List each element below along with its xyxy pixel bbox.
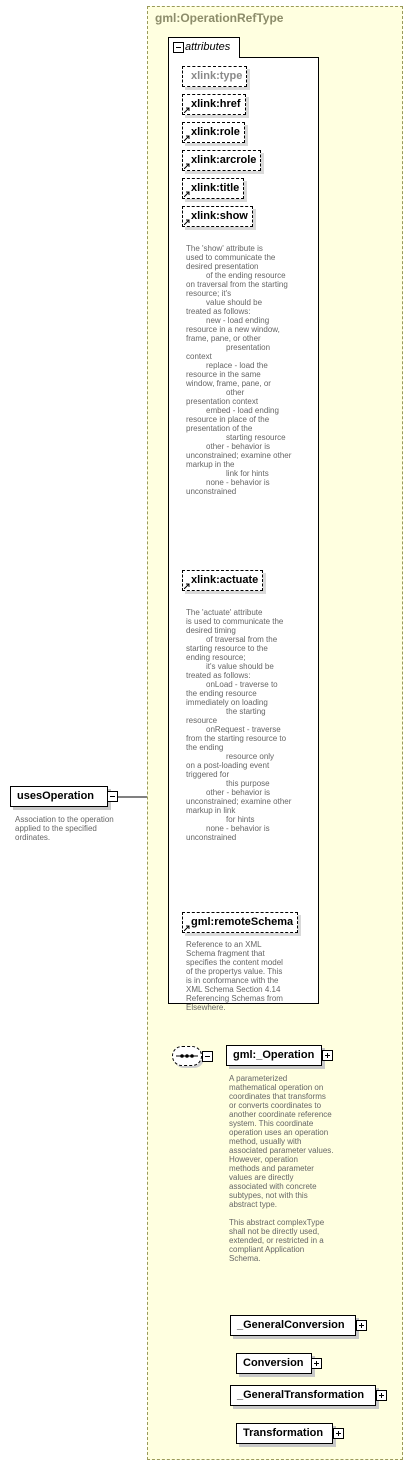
attribute-name: xlink:href (191, 98, 241, 110)
attribute-xlink-actuate[interactable] (182, 570, 263, 591)
attribute-name: gml:remoteSchema (191, 916, 294, 928)
attribute-remote-schema-documentation: Reference to an XML Schema fragment that specifies the content model of the propertys value. This is in conformance with the XML Schema Section 4.14 Referencing Schemas from Elsewhere. (186, 940, 283, 1012)
reference-arrow-icon (184, 925, 190, 931)
expand-icon[interactable] (376, 1390, 387, 1401)
operation-documentation: A parameterized mathematical operation on coordinates that transforms or converts coordinates to another coordinate reference system. This coordinate operation uses an operation method, usually with associated parameter values. However, operation methods and parameter values are directly associated with concrete subtypes, not with this abstract type. This abstract complexType shall not be directly used, extended, or restricted in a compliant Application Schema. (229, 1074, 334, 1263)
element-gml-operation[interactable] (226, 1045, 322, 1066)
reference-arrow-icon (184, 583, 190, 589)
element-name: Transformation (243, 1427, 324, 1439)
element-name: usesOperation (17, 790, 95, 802)
expand-icon[interactable] (333, 1428, 344, 1439)
expand-icon[interactable] (322, 1050, 333, 1061)
element-name: _GeneralTransformation (237, 1389, 365, 1401)
collapse-icon[interactable] (107, 791, 118, 802)
attribute-xlink-href[interactable] (182, 94, 246, 115)
uses-operation-documentation: Association to the operation applied to the specified ordinates. (15, 815, 114, 842)
reference-arrow-icon (184, 191, 190, 197)
attribute-xlink-title[interactable] (182, 178, 244, 199)
attributes-group (168, 57, 319, 1004)
element-name: Conversion (243, 1357, 304, 1369)
expand-icon[interactable] (311, 1358, 322, 1369)
attribute-name: xlink:arcrole (191, 154, 257, 166)
reference-arrow-icon (184, 163, 190, 169)
reference-arrow-icon (184, 135, 190, 141)
sequence-compositor[interactable] (172, 1046, 202, 1066)
element-general-conversion[interactable] (230, 1315, 356, 1336)
reference-arrow-icon (184, 107, 190, 113)
attribute-name: xlink:role (191, 126, 240, 138)
collapse-icon[interactable] (173, 42, 184, 53)
attribute-name: xlink:actuate (191, 574, 259, 586)
attribute-name: xlink:title (191, 182, 240, 194)
collapse-icon[interactable] (202, 1051, 213, 1062)
element-transformation[interactable] (236, 1423, 333, 1444)
element-name: _GeneralConversion (237, 1319, 345, 1331)
attribute-name: xlink:type (191, 70, 243, 82)
attribute-gml-remote-schema[interactable] (182, 912, 298, 933)
attributes-tab-label: attributes (185, 41, 231, 53)
element-general-transformation[interactable] (230, 1385, 376, 1406)
expand-icon[interactable] (356, 1320, 367, 1331)
sequence-icon (173, 1047, 201, 1065)
attribute-xlink-role[interactable] (182, 122, 245, 143)
element-conversion[interactable] (236, 1353, 312, 1374)
element-name: gml:_Operation (233, 1049, 315, 1061)
complex-type-title: gml:OperationRefType (155, 11, 284, 25)
attribute-name: xlink:show (191, 210, 248, 222)
attribute-show-documentation: The 'show' attribute is used to communicate the desired presentation of the ending resource on traversal from the starting resource; it's value should be treated as follows: new - load ending resource in a new window, frame, pane, or other presentation context replace - load the resource in the same window, frame, pane, or other presentation context embed - load ending resource in place of the presentation of the starting resource other - behavior is unconstrained; examine other markup in the link for hints none - behavior is unconstrained (186, 244, 292, 496)
element-uses-operation[interactable] (10, 786, 108, 807)
attribute-xlink-arcrole[interactable] (182, 150, 261, 171)
attribute-xlink-type[interactable] (182, 66, 247, 87)
attribute-xlink-show[interactable] (182, 206, 253, 227)
attribute-actuate-documentation: The 'actuate' attribute is used to communicate the desired timing of traversal from the starting resource to the ending resource; it's value should be treated as follows: onLoad - traverse to the ending resource immediately on loading the starting resource onRequest - traverse from the starting resource to the ending resource only on a post-loading event triggered for this purpose other - behavior is unconstrained; examine other markup in link for hints none - behavior is unconstrained (186, 608, 292, 842)
reference-arrow-icon (184, 219, 190, 225)
